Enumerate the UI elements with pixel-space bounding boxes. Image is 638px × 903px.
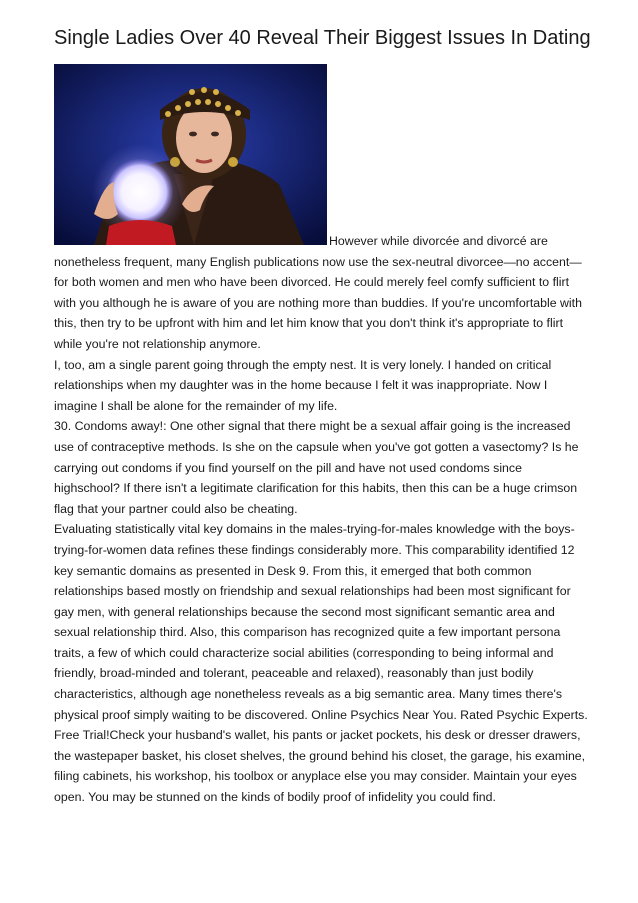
paragraph-3: 30. Condoms away!: One other signal that there might be a sexual affair going is the increased use of contraceptive methods. Is she on the capsule when you've got gotten a vasectomy? Is he carrying out condoms if you find yourself on the pill and have not used condoms since highschool? If there isn't a legitimate clarification for this habits, then this can be a huge crimson flag that your partner could also be cheating. xyxy=(54,419,579,516)
paragraph-4: Evaluating statistically vital key domains in the males-trying-for-males knowledge with the boys-trying-for-women data refines these findings considerably more. This comparability identified 12 key semantic domains as presented in Desk 9. From this, it emerged that both common relationships based mostly on friendship and sexual relationships had been most significant for gay men, with general relationships because the second most significant semantic area and sexual relationship third. Also, this comparison has recognized quite a few important persona traits, a few of which could characterize social abilities (corresponding to being informal and friendly, broad-minded and tolerant, peaceable and relaxed), reasonably than just bodily characteristics, although age nonetheless reveals as a big semantic area. Many times there's physical proof simply waiting to be discovered. Online Psychics Near You. Rated Psychic Experts. Free Trial!Check your husband's wallet, his pants or jacket pockets, his desk or dresser drawers, the wastepaper basket, his closet shelves, the ground behind his closet, the garage, his examine, filing cabinets, his workshop, his toolbox or anyplace else you may consider. Maintain your eyes open. You may be stunned on the kinds of bodily proof of infidelity you could find. xyxy=(54,522,588,805)
fortune-teller-photo xyxy=(54,64,327,245)
page-title: Single Ladies Over 40 Reveal Their Biggest Issues In Dating xyxy=(54,27,591,49)
paragraph-1: However while divorcée and divorcé are nonetheless frequent, many English publications now use the sex-neutral divorcee—no accent—for both women and men who have been divorced. He could merely feel comfy sufficient to flirt with you although he is aware of you are nothing more than buddies. If you're uncomfortable with this, then try to be upfront with him and let him know that you don't think it's appropriate to flirt while you're not relationship anymore. xyxy=(54,234,582,351)
article-body xyxy=(54,64,590,808)
fortune-teller-illustration xyxy=(54,64,327,245)
paragraph-2: I, too, am a single parent going through the empty nest. It is very lonely. I handed on critical relationships when my daughter was in the home because I felt it was inappropriate. Now I imagine I shall be alone for the remainder of my life. xyxy=(54,357,552,413)
